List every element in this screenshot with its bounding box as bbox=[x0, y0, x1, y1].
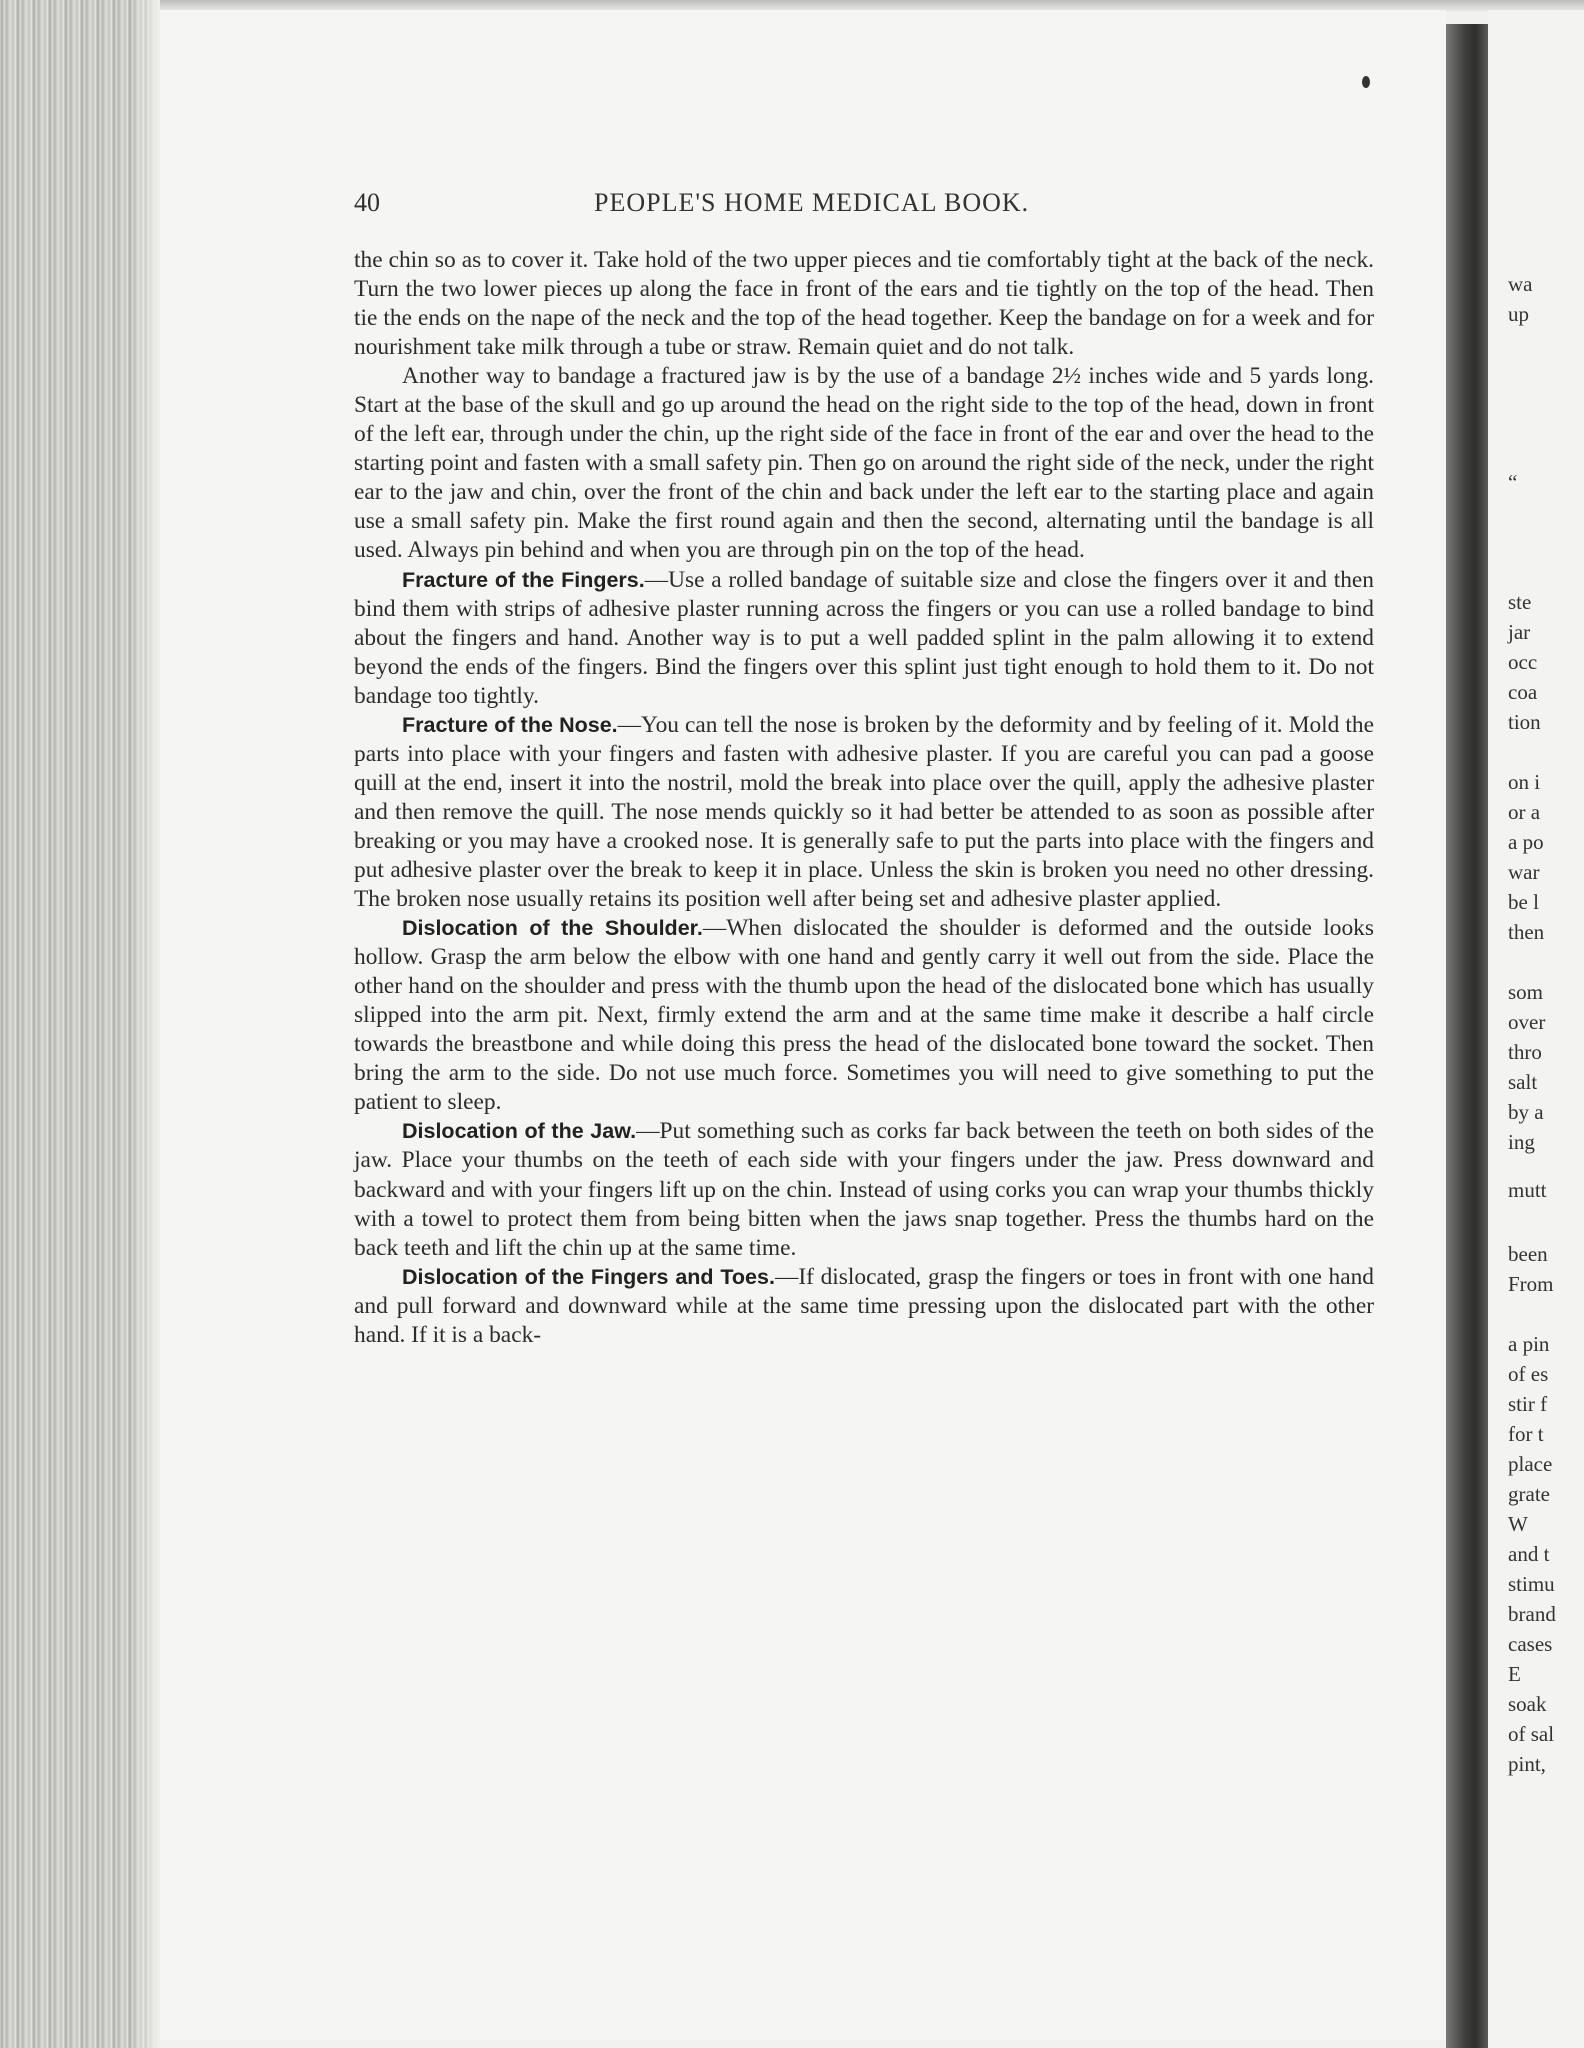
facing-page-fragment: cases bbox=[1508, 1632, 1553, 1656]
facing-page-fragment: on i bbox=[1508, 770, 1541, 794]
facing-page-fragment: been bbox=[1508, 1242, 1548, 1266]
facing-page-fragment: up bbox=[1508, 302, 1529, 326]
facing-page-fragment: stir f bbox=[1508, 1392, 1548, 1416]
facing-page-fragment: soak bbox=[1508, 1692, 1547, 1716]
paragraph-dislocation-jaw bbox=[354, 1117, 1374, 1262]
facing-page-fragment: and t bbox=[1508, 1542, 1550, 1566]
facing-page-fragment: From bbox=[1508, 1272, 1554, 1296]
page-stack-edge bbox=[0, 0, 160, 2048]
facing-page-fragment: som bbox=[1508, 980, 1544, 1004]
facing-page-fragment: stimu bbox=[1508, 1572, 1555, 1596]
facing-page-fragment: of sal bbox=[1508, 1722, 1555, 1746]
facing-page-fragment: W bbox=[1508, 1512, 1528, 1536]
facing-page-fragment: grate bbox=[1508, 1482, 1550, 1506]
facing-page-fragment: over bbox=[1508, 1010, 1546, 1034]
facing-page-fragment: place bbox=[1508, 1452, 1553, 1476]
page-header bbox=[354, 188, 1384, 222]
facing-page-fragment: a pin bbox=[1508, 1332, 1550, 1356]
page-number: 40 bbox=[354, 188, 380, 217]
paragraph-text: —When dislocated the shoulder is deformed and the outside looks hollow. Grasp the arm below the elbow with one hand and gently carry it well out from the side. Place the other hand on the shoulder and press with the thumb upon the head of the dislocated bone which has usually slipped into the arm pit. Next, firmly extend the arm and at the same time make it describe a half circle towards the breastbone and while doing this press the head of the dislocated bone toward the socket. Then bring the arm to the side. Do not use much force. Sometimes you will need to give something to put the patient to sleep. bbox=[354, 915, 1374, 1116]
facing-page-fragment: thro bbox=[1508, 1040, 1542, 1064]
facing-page-fragment: or a bbox=[1508, 800, 1541, 824]
facing-page-fragment: pint, bbox=[1508, 1752, 1546, 1776]
paragraph-fracture-fingers bbox=[354, 566, 1374, 711]
section-heading: Dislocation of the Jaw. bbox=[402, 1119, 637, 1144]
facing-page-fragment: E bbox=[1508, 1662, 1521, 1686]
paragraph-fracture-nose bbox=[354, 711, 1374, 914]
paragraph-text: —If dislocated, grasp the fingers or toes in front with one hand and pull forward and downward while at the same time pressing upon the dislocated part with the other hand. If it is a back- bbox=[354, 1263, 1374, 1348]
book-binding-gutter bbox=[1446, 24, 1488, 2048]
section-heading: Dislocation of the Fingers and Toes. bbox=[402, 1264, 775, 1289]
facing-page-fragment: brand bbox=[1508, 1602, 1556, 1626]
paragraph-text: —You can tell the nose is broken by the deformity and by feeling of it. Mold the parts into place with your fingers and fasten with adhesive plaster. If you are careful you can pad a goose quill at the end, insert it into the nostril, mold the break into place over the quill, apply the adhesive plaster and then remove the quill. The nose mends quickly so it had better be attended to as soon as possible after breaking or you may have a crooked nose. It is generally safe to put the parts into place with the fingers and put adhesive plaster over the break to keep it in place. Unless the skin is broken you need no other dressing. The broken nose usually retains its position well after being set and adhesive plaster applied. bbox=[354, 711, 1375, 913]
running-title: PEOPLE'S HOME MEDICAL BOOK. bbox=[594, 188, 1030, 217]
facing-page bbox=[1488, 10, 1584, 2048]
facing-page-fragment: “ bbox=[1508, 470, 1518, 494]
facing-page-fragment: tion bbox=[1508, 710, 1541, 734]
paragraph-jaw-bandage-alternative bbox=[354, 362, 1374, 565]
section-heading: Fracture of the Fingers. bbox=[402, 567, 645, 592]
facing-page-fragment: coa bbox=[1508, 680, 1538, 704]
body-text bbox=[354, 246, 1374, 1350]
facing-page-fragment: war bbox=[1508, 860, 1540, 884]
facing-page-fragment: by a bbox=[1508, 1100, 1544, 1124]
facing-page-fragment: a po bbox=[1508, 830, 1544, 854]
paragraph-text: the chin so as to cover it. Take hold of the two upper pieces and tie comfortably tight at the back of the neck. Turn the two lower pieces up along the face in front of the ears and tie tightly on the top of the head. Then tie the ends on the nape of the neck and the top of the head together. Keep the bandage on for a week and for nourishment take milk through a tube or straw. Remain quiet and do not talk. bbox=[354, 247, 1374, 361]
facing-page-fragment: occ bbox=[1508, 650, 1538, 674]
facing-page-fragment: ing bbox=[1508, 1130, 1535, 1154]
facing-page-fragment: be l bbox=[1508, 890, 1539, 914]
section-heading: Dislocation of the Shoulder. bbox=[402, 916, 703, 941]
facing-page-fragment: salt bbox=[1508, 1070, 1538, 1094]
facing-page-fragment: mutt bbox=[1508, 1178, 1547, 1202]
paragraph-dislocation-fingers-toes bbox=[354, 1263, 1374, 1350]
paragraph-text: Another way to bandage a fractured jaw is by the use of a bandage 2½ inches wide and 5 yards long. Start at the base of the skull and go up around the head on the right side to the top of the head, down in front of the left ear, through under the chin, up the right side of the face in front of the ear and over the head to the starting point and fasten with a small safety pin. Then go on around the right side of the neck, under the right ear to the jaw and chin, over the front of the chin and back under the left ear to the starting place and again use a small safety pin. Make the first round again and then the second, alternating until the bandage is all used. Always pin behind and when you are through pin on the top of the head. bbox=[354, 363, 1374, 564]
paragraph-text: —Use a rolled bandage of suitable size and close the fingers over it and then bind them with strips of adhesive plaster running across the fingers or you can use a rolled bandage to bind about the fingers and hand. Another way is to put a well padded splint in the palm allowing it to extend beyond the ends of the fingers. Bind the fingers over this splint just tight enough to hold them to it. Do not bandage too tightly. bbox=[354, 566, 1374, 709]
facing-page-fragment: wa bbox=[1508, 272, 1533, 296]
facing-page-fragment: jar bbox=[1508, 620, 1531, 644]
ink-spot bbox=[1362, 76, 1370, 88]
facing-page-fragment: of es bbox=[1508, 1362, 1549, 1386]
section-heading: Fracture of the Nose. bbox=[402, 712, 618, 737]
paragraph-dislocation-shoulder bbox=[354, 914, 1374, 1117]
facing-page-fragment: for t bbox=[1508, 1422, 1544, 1446]
facing-page-fragment: then bbox=[1508, 920, 1545, 944]
paragraph-jaw-bandage-continued bbox=[354, 246, 1374, 362]
facing-page-fragment: ste bbox=[1508, 590, 1532, 614]
paragraph-text: —Put something such as corks far back between the teeth on both sides of the jaw. Place your thumbs on the teeth of each side with your fingers under the jaw. Press downward and backward and with your fingers lift up on the chin. Instead of using corks you can wrap your thumbs thickly with a towel to protect them from being bitten when the jaws snap together. Press the thumbs hard on the back teeth and lift the chin up at the same time. bbox=[354, 1118, 1375, 1261]
